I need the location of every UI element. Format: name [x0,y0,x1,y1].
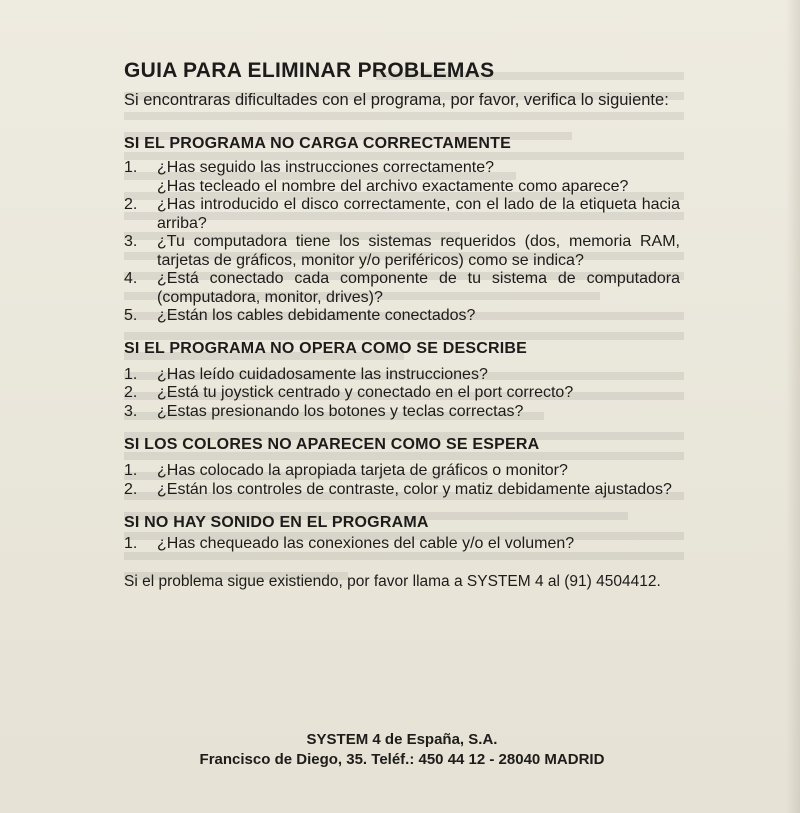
company-address: Francisco de Diego, 35. Teléf.: 450 44 12 - 28040 MADRID [199,751,605,768]
checklist [124,535,680,554]
section-heading: SI EL PROGRAMA NO CARGA CORRECTAMENTE [124,135,511,152]
checklist [124,366,680,422]
list-item: 2. ¿Están los controles de contraste, color y matiz debidamente ajustados? [124,480,672,498]
list-item: 2. ¿Has introducido el disco correctamente, con el lado de la etiqueta hacia arriba? [124,196,680,232]
list-item: 2. ¿Está tu joystick centrado y conectado en el port correcto? [124,384,574,401]
company-name: SYSTEM 4 de España, S.A. [306,731,498,748]
intro-paragraph: Si encontraras dificultades con el programa, por favor, verifica lo siguiente: [124,91,669,109]
list-item: 3. ¿Estas presionando los botones y teclas correctas? [124,402,524,420]
support-note: Si el problema sigue existiendo, por favor llama a SYSTEM 4 al (91) 4504412. [124,572,661,590]
section-heading: SI LOS COLORES NO APARECEN COMO SE ESPERA [124,436,540,453]
list-item: 5. ¿Están los cables debidamente conectados? [124,307,476,324]
section-no-opera [124,339,680,422]
troubleshooting-guide [124,58,680,607]
list-item: 1. ¿Has chequeado las conexiones del cable y/o el volumen? [124,535,575,552]
publisher-footer [124,730,680,770]
list-item: 1. ¿Has seguido las instrucciones correctamente? ¿Has tecleado el nombre del archivo exactamente como aparece? [124,159,629,195]
list-item: 1. ¿Has colocado la apropiada tarjeta de gráficos o monitor? [124,462,568,479]
list-item: 3. ¿Tu computadora tiene los sistemas requeridos (dos, memoria RAM, tarjetas de gráficos, monitor y/o periféricos) como se indica? [124,233,680,269]
page-edge-shadow [786,0,800,813]
section-colores [124,435,680,499]
list-item: 1. ¿Has leído cuidadosamente las instrucciones? [124,365,488,383]
checklist [124,159,680,326]
page-title: GUIA PARA ELIMINAR PROBLEMAS [124,59,495,82]
section-heading: SI EL PROGRAMA NO OPERA COMO SE DESCRIBE [124,339,528,357]
section-sonido [124,513,680,554]
section-no-carga [124,134,680,326]
checklist [124,462,680,499]
list-item: 4. ¿Está conectado cada componente de tu sistema de computadora (computadora, monitor, drives)? [124,270,680,306]
section-heading: SI NO HAY SONIDO EN EL PROGRAMA [124,514,429,531]
